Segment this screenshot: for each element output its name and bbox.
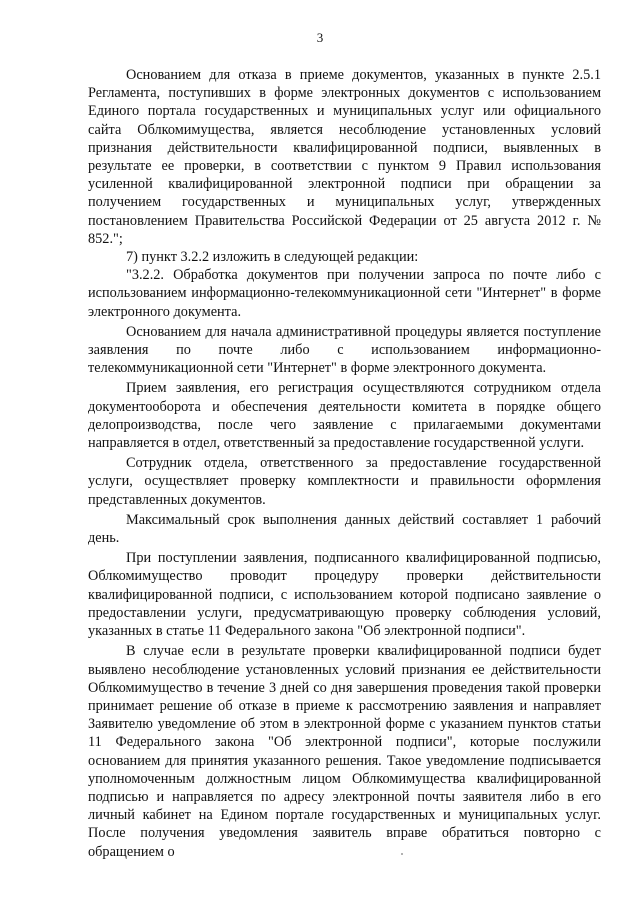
paragraph-registration: Прием заявления, его регистрация осуществляются сотрудником отдела документооборота и обеспечения деятельности комитета в порядке общего делопроизводства, после чего заявление с прилагаемыми документами направляется в отдел, ответственный за предоставление государственной услуги. [88,380,601,452]
paragraph-max-term: Максимальный срок выполнения данных действий составляет 1 рабочий день. [88,511,601,547]
paragraph-procedure-basis: Основанием для начала административной процедуры является поступление заявления по почте либо с использованием информационно-телекоммуникационной сети "Интернет" в форме электронного документа. [88,323,601,377]
paragraph-verification: Сотрудник отдела, ответственного за предоставление государственной услуги, осуществляет проверку комплектности и правильности оформления представленных документов. [88,455,601,508]
paragraph-3-2-2-heading: "3.2.2. Обработка документов при получении запроса по почте либо с использованием информационно-телекоммуникационной сети "Интернет" в форме электронного документа. [88,267,601,320]
document-body [88,66,601,861]
paragraph-refusal-grounds: Основанием для отказа в приеме документов, указанных в пункте 2.5.1 Регламента, поступивших в форме электронных документов с использованием Единого портала государственных и муниципальных услуг или официального сайта Облкомимущества, является несоблюдение установленных условий признания действительности квалифицированной подписи, выявленных в результате ее проверки, в соответствии с пунктом 9 Правил использования усиленной квалифицированной электронной подписи при обращении за получением государственных и муниципальных услуг, утвержденных постановлением Правительства Российской Федерации от 25 августа 2012 г. № 852."; [88,67,601,247]
paragraph-item-7: 7) пункт 3.2.2 изложить в следующей редакции: [126,249,419,266]
paragraph-refusal-notice: В случае если в результате проверки квалифицированной подписи будет выявлено несоблюдение установленных условий признания ее действительности Облкомимущество в течение 3 дней со дня завершения проведения такой проверки принимает решение об отказе в приеме к рассмотрению заявления и направляет Заявителю уведомление об этом в электронной форме с указанием пунктов статьи 11 Федерального закона "Об электронной подписи", которые послужили основанием для принятия указанного решения. Такое уведомление подписывается уполномоченным должностным лицом Облкомимущества квалифицированной подписью и направляется по адресу электронной почты заявителя либо в его личный кабинет на Едином портале государственных и муниципальных услуг. После получения уведомления заявитель вправе обратиться повторно с обращением о [88,643,601,860]
scan-artifact-dot [401,853,403,855]
page-number: 3 [316,30,324,45]
paragraph-signature-check: При поступлении заявления, подписанного квалифицированной подписью, Облкомимущество проводит процедуру проверки действительности квалифицированной подписи, с использованием которой подписано заявление о предоставлении услуги, предусматривающую проверку соблюдения условий, указанных в статье 11 Федерального закона "Об электронной подписи". [88,550,601,640]
